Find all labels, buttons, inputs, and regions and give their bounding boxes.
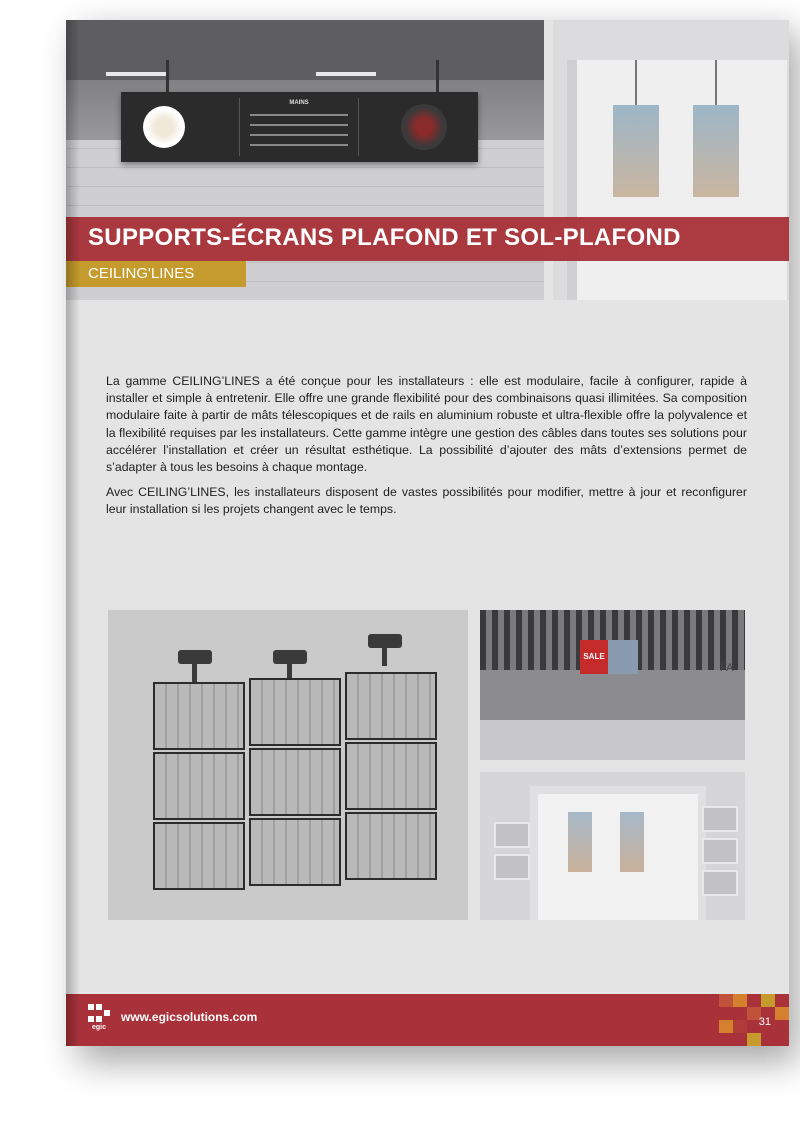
page-spine-shadow bbox=[66, 20, 80, 1046]
wall-shelf bbox=[702, 870, 738, 896]
ceiling bbox=[66, 20, 544, 80]
food-dish-image bbox=[401, 104, 447, 150]
mount-stem bbox=[192, 662, 197, 682]
mount-panel bbox=[249, 748, 341, 816]
portrait-screen bbox=[693, 105, 739, 197]
mount-panel bbox=[153, 752, 245, 820]
store-floor bbox=[480, 720, 745, 760]
ceiling-light bbox=[106, 72, 166, 76]
portrait-screen bbox=[568, 812, 592, 872]
body-text bbox=[106, 373, 747, 527]
food-plate-image bbox=[143, 106, 185, 148]
display-wall bbox=[530, 786, 706, 920]
pixel-decoration bbox=[715, 994, 789, 1046]
mount-panel bbox=[345, 742, 437, 810]
subtitle-banner bbox=[66, 261, 246, 287]
page-number: 31 bbox=[758, 1016, 771, 1028]
page-title: SUPPORTS-ÉCRANS PLAFOND ET SOL-PLAFOND bbox=[88, 224, 681, 251]
portrait-screen bbox=[620, 812, 644, 872]
mount-rod bbox=[436, 60, 439, 92]
brochure-page bbox=[66, 20, 789, 1046]
product-image-store-ceiling-display bbox=[480, 610, 745, 760]
mount-panel bbox=[153, 822, 245, 890]
mount-pole bbox=[635, 60, 637, 105]
store-sign: FA bbox=[720, 662, 734, 674]
portrait-screen bbox=[613, 105, 659, 197]
wall-shelf bbox=[702, 806, 738, 832]
ceiling-light bbox=[316, 72, 376, 76]
wall-shelf bbox=[702, 838, 738, 864]
page-subtitle: CEILING'LINES bbox=[88, 265, 195, 282]
display-wall bbox=[567, 60, 787, 300]
footer-bar bbox=[66, 994, 789, 1046]
product-image-showroom-screens bbox=[480, 772, 745, 920]
mount-panel bbox=[153, 682, 245, 750]
menu-display-screen bbox=[121, 92, 478, 162]
mount-panel bbox=[249, 818, 341, 886]
menu-list bbox=[239, 98, 359, 156]
mount-stem bbox=[382, 646, 387, 666]
mount-pole bbox=[715, 60, 717, 105]
mount-panel bbox=[345, 812, 437, 880]
product-image-video-wall-mount bbox=[108, 610, 468, 920]
body-paragraph: La gamme CEILING’LINES a été conçue pour les installateurs : elle est modulaire, facile à configurer, rapide à installer et simple à entretenir. Elle offre une grande flexibilité pour des combinaisons quasi illimitées. Sa composition modulaire faite à partir de mâts télescopiques et de rails en aluminium robuste et ultra-flexible offre la polyvalence et la flexibilité requises par les installateurs. Cette gamme intègre une gestion des câbles dans toutes ses solutions pour accélérer l’installation et créer un résultat esthétique. La possibilité d’ajouter des mâts d’extensions permet de s’adapter à tous les besoins à chaque montage. bbox=[106, 374, 747, 475]
mount-rod bbox=[166, 60, 169, 92]
website-link[interactable]: www.egicsolutions.com bbox=[121, 1010, 258, 1024]
title-banner bbox=[66, 217, 789, 261]
wall-shelf bbox=[494, 854, 530, 880]
menu-heading: MAINS bbox=[289, 100, 309, 106]
mount-panel bbox=[249, 678, 341, 746]
wall-shelf bbox=[494, 822, 530, 848]
sale-sign-screen: SALE bbox=[580, 640, 608, 674]
photo-screen bbox=[608, 640, 638, 674]
mount-panel bbox=[345, 672, 437, 740]
body-paragraph: Avec CEILING’LINES, les installateurs disposent de vastes possibilités pour modifier, mettre à jour et reconfigurer leur installation si les projets changent avec le temps. bbox=[106, 485, 747, 517]
logo-text: egic bbox=[91, 1024, 106, 1031]
